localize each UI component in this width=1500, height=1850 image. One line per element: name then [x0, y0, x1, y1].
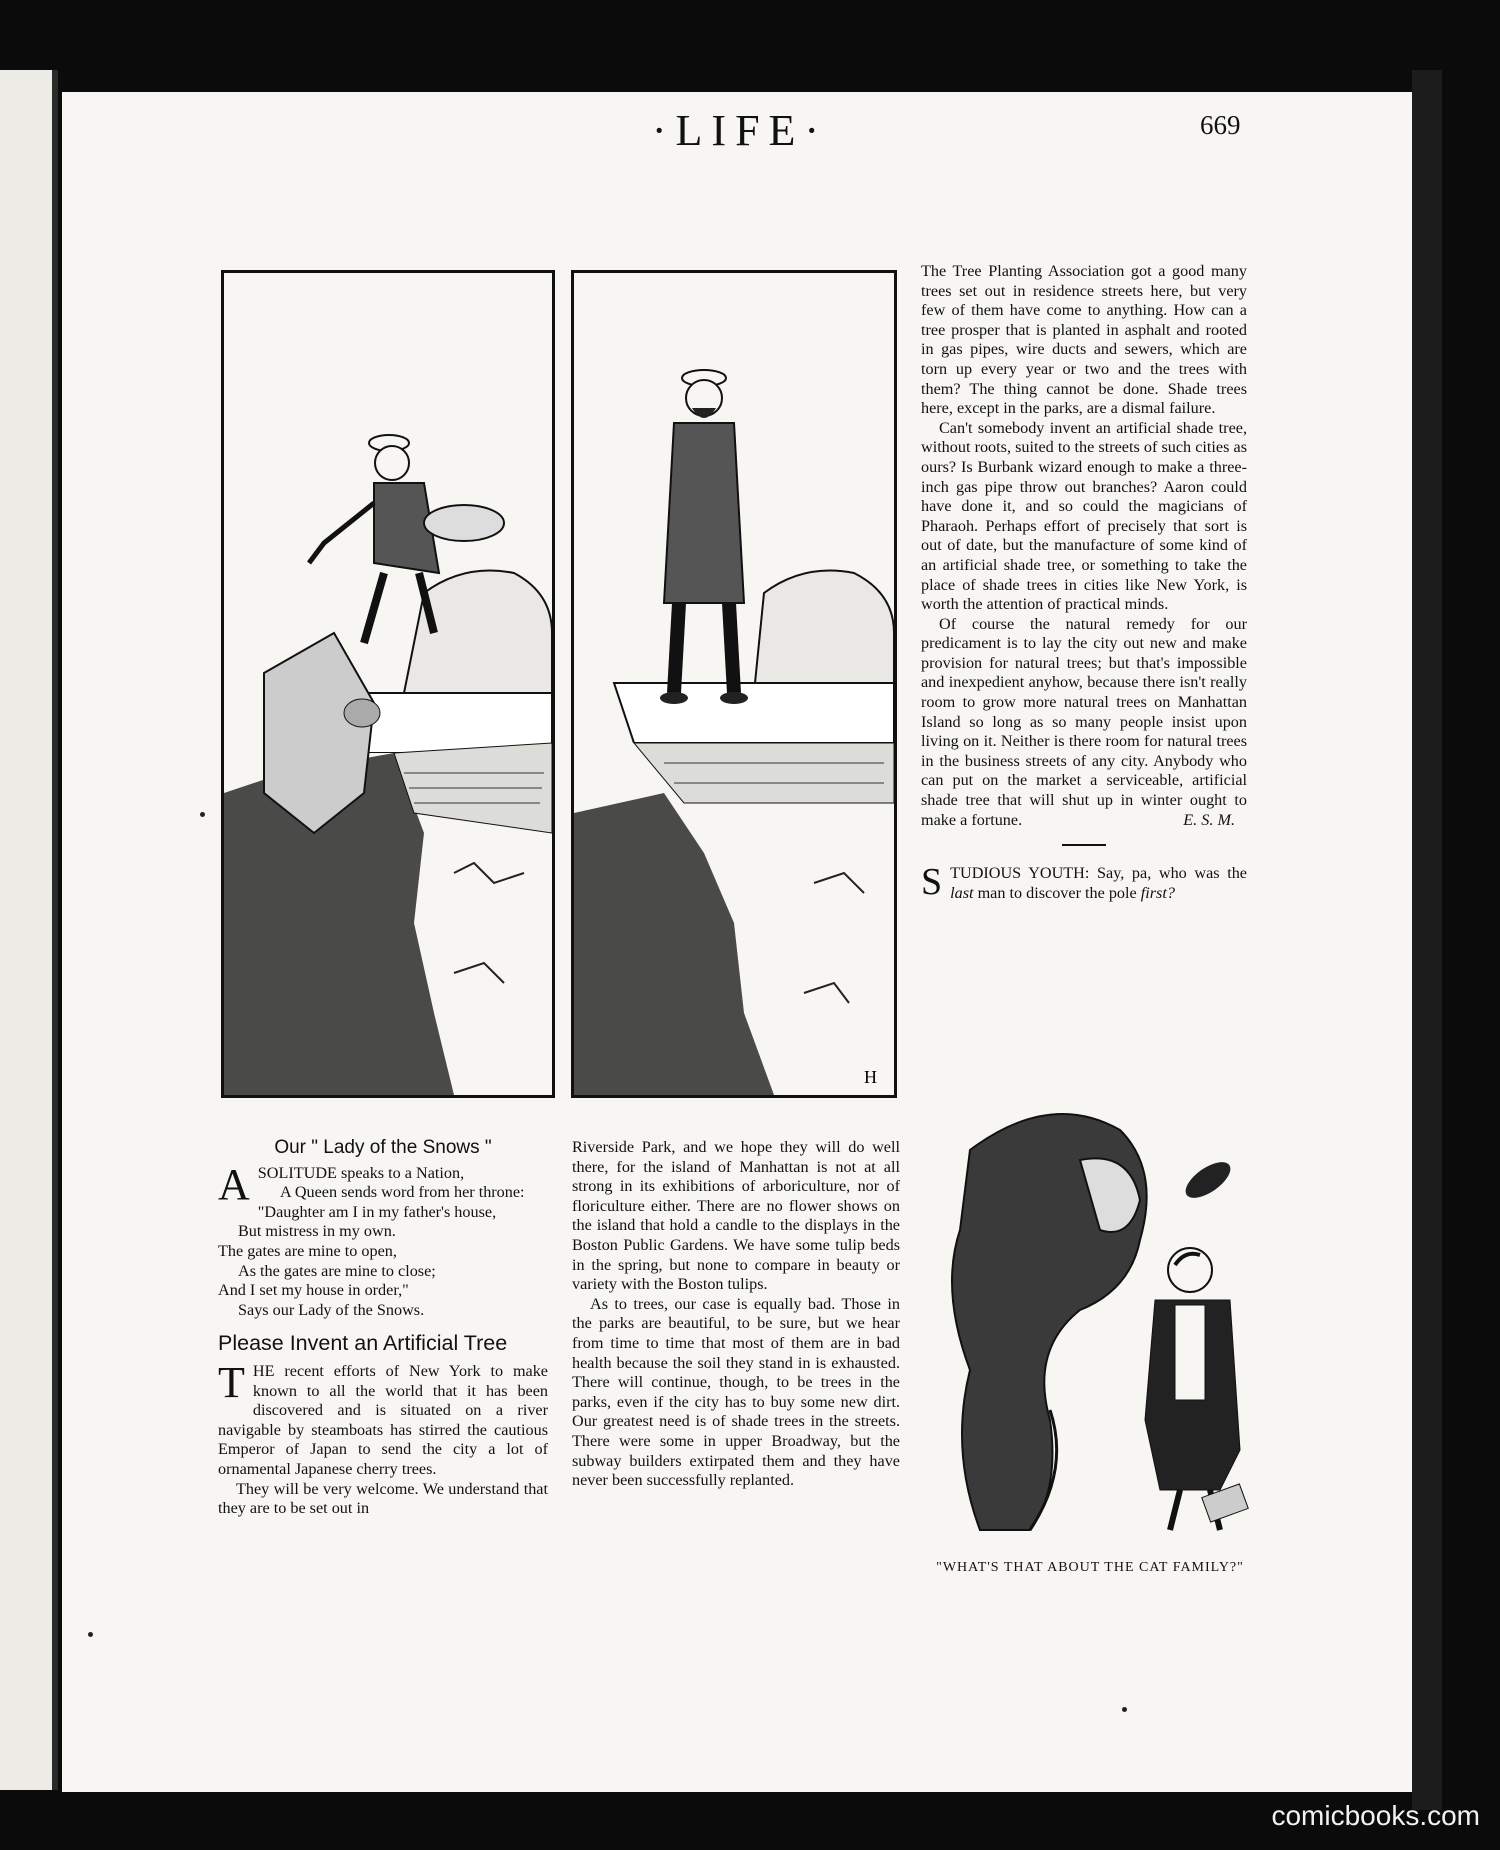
dropcap: A [218, 1159, 250, 1209]
joke-text: : Say, pa, who was the [1084, 864, 1247, 883]
paragraph-text: Of course the natural remedy for our predicament is to lay the city out new and make provision for natural trees; but that's impossible and inexpedient anyhow, because there isn't really room to grow more natural trees on Manhattan Island so long as so many people insist upon living on it. Neither is there room for natural trees in the business streets of any city. Anybody who can put on the market a serviceable, artificial shade tree that will shut up in winter ought to make a fortune. [921, 614, 1247, 829]
joke [921, 861, 1247, 904]
author-signature: E. S. M. [1183, 810, 1235, 829]
paragraph [218, 1357, 548, 1480]
paragraph [921, 615, 1247, 831]
page-speck [200, 812, 205, 817]
paragraph: Riverside Park, and we hope they will do well there, for the island of Manhattan is not at all strong in its exhibitions of arboriculture, nor of floriculture either. There are no flower shows on the island that hold a candle to the displays in the Boston Public Gardens. We have some tulip beds in the spring, but none to compare in beauty or variety with the Boston tulips. [572, 1138, 900, 1294]
poem-line: SOLITUDE speaks to a Nation, [257, 1163, 465, 1182]
paragraph: The Tree Planting Association got a good many trees set out in residence streets here, but very few of them have come to anything. How can a tree prosper that is planted in asphalt and rooted in gas pipes, wire ducts and sewers, which are torn up every year or two and the trees with them? The thing cannot be done. Shade trees here, except in the parks, are a dismal failure. [921, 262, 1247, 418]
paragraph: As to trees, our case is equally bad. Those in the parks are beautiful, to be sure, but we hear from time to time that most of them are in bad health because the soil they stand in is exhausted. There will continue, though, to be trees in the parks, even if the city has to buy some new dirt. Our greatest need is of shade trees in the streets. There were some in upper Broadway, but the subway builders extirpated them and they have never been successfully replanted. [572, 1294, 900, 1490]
page-number: 669 [1200, 110, 1241, 140]
cartoon-panel-left [221, 270, 555, 1098]
poem-line: Says our Lady of the Snows. [238, 1300, 425, 1319]
column-top-right [921, 262, 1247, 903]
masthead-title: ·LIFE· [651, 106, 829, 155]
left-page-edge [0, 70, 58, 1790]
divider [1062, 844, 1106, 846]
cartoon-caption: "WHAT'S THAT ABOUT THE CAT FAMILY?" [936, 1560, 1244, 1575]
poem-line: "Daughter am I in my father's house, [257, 1202, 497, 1221]
cliff-fall-illustration [224, 273, 552, 1095]
joke-emphasis: last [950, 883, 974, 902]
page-shadow [1412, 70, 1442, 1810]
cartoon-panel-middle [571, 270, 897, 1098]
joke-emphasis: first? [1140, 883, 1175, 902]
dropcap: S [921, 861, 943, 904]
poem-line: As the gates are mine to close; [238, 1261, 436, 1280]
poem-line: And I set my house in order," [218, 1281, 409, 1300]
lion-cartoon [930, 1090, 1250, 1550]
artist-signature: H [864, 1067, 877, 1087]
column-bottom-left [218, 1138, 548, 1519]
poem-line: A Queen sends word from her throne: [280, 1183, 525, 1202]
paragraph: Can't somebody invent an artificial shade tree, without roots, suited to the streets of such cities as ours? Is Burbank wizard enough to make a three-inch gas pipe throw out branches? Aaron could have done it, and so could the magicians of Pharaoh. Perhaps effort of precisely that sort is out of date, but the manufacture of some kind of an artificial shade tree, or something to take the place of shade trees in cities like New York, is worth the attention of practical minds. [921, 418, 1247, 614]
watermark: comicbooks.com [1271, 1800, 1480, 1831]
dropcap: T [218, 1357, 245, 1407]
article-title: Please Invent an Artificial Tree [218, 1331, 508, 1356]
joke-speaker: TUDIOUS YOUTH [950, 864, 1085, 883]
poem-line: But mistress in my own. [238, 1222, 396, 1241]
poem-title: Our " Lady of the Snows " [274, 1137, 492, 1158]
column-bottom-middle [572, 1138, 900, 1491]
poem-line: The gates are mine to open, [218, 1241, 397, 1260]
paragraph-text: HE recent efforts of New York to make known to all the world that it has been discovered and is situated on a river navigable by steamboats has stirred the cautious Emperor of Japan to send the city a lot of ornamental Japanese cherry trees. [218, 1361, 548, 1478]
page-speck [88, 1632, 93, 1637]
paragraph: They will be very welcome. We understand that they are to be set out in [218, 1479, 548, 1518]
cliff-standing-illustration [574, 273, 894, 1095]
lion-illustration [930, 1090, 1250, 1550]
page-speck [1122, 1707, 1127, 1712]
joke-text: man to discover the pole [973, 883, 1141, 902]
